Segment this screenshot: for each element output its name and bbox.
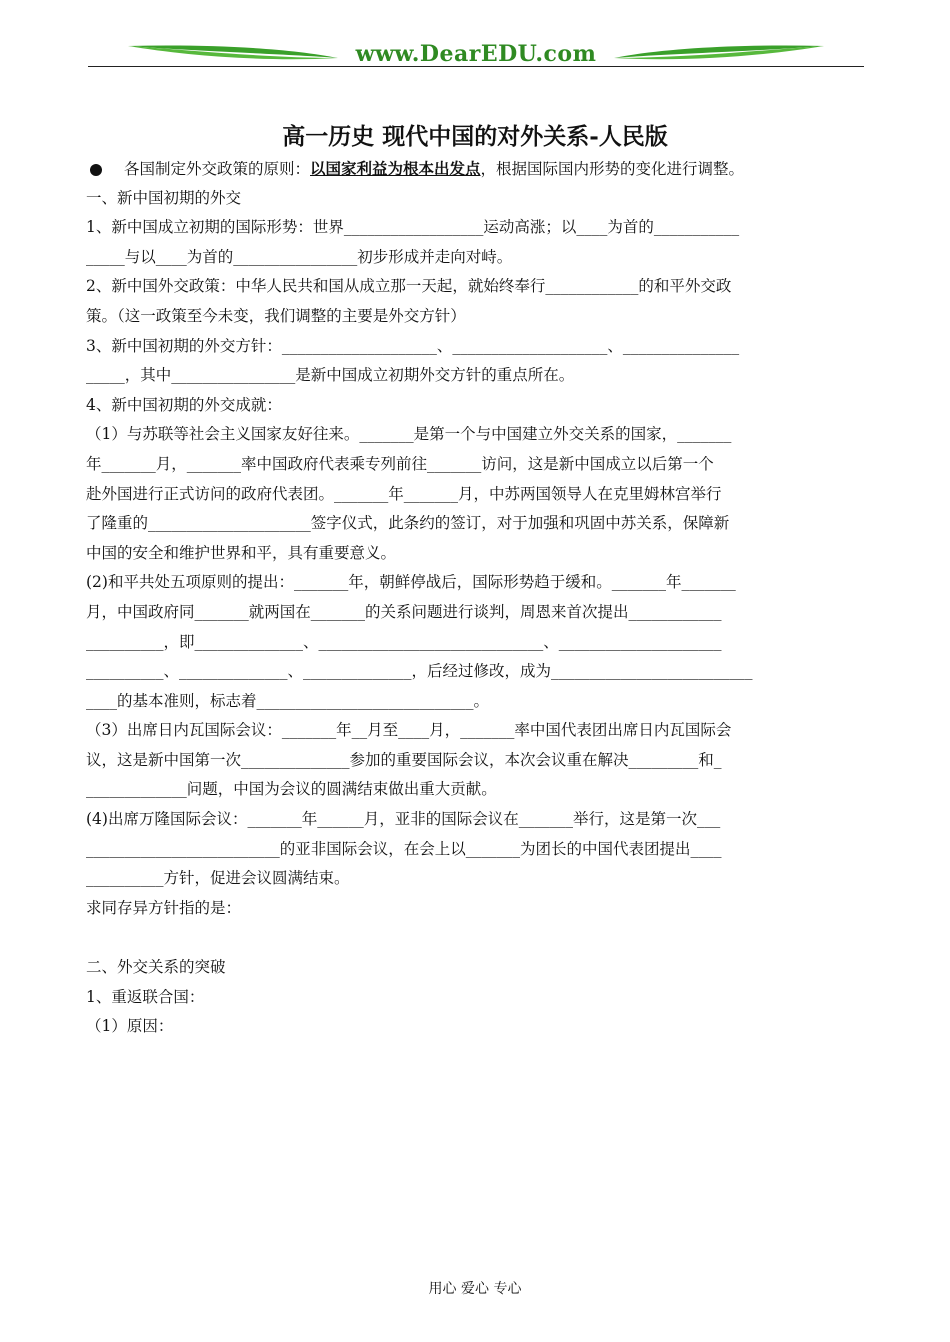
text-line: 策。（这一政策至今未变，我们调整的主要是外交方针） bbox=[86, 306, 466, 325]
text-line bbox=[86, 923, 866, 953]
text-lines bbox=[86, 184, 866, 1042]
text-line: 求同存异方针指的是： bbox=[86, 898, 242, 917]
text-line: （1）原因： bbox=[86, 1017, 174, 1036]
text-line: （3）出席日内瓦国际会议：_______年__月至____月，_______率中国代表团出席日内瓦国际会 bbox=[86, 721, 732, 740]
principle-bullet-line bbox=[86, 154, 866, 184]
text-line: 议，这是新中国第一次______________参加的重要国际会议，本次会议重在解决_________和_ bbox=[86, 750, 722, 769]
text-line: 一、新中国初期的外交 bbox=[86, 188, 242, 207]
principle-emphasis: 以国家利益为根本出发点 bbox=[310, 159, 481, 178]
text-line: 2、新中国外交政策：中华人民共和国从成立那一天起，就始终奉行____________的和平外交政 bbox=[86, 277, 732, 296]
text-line: (4)出席万隆国际会议：_______年______月，亚非的国际会议在_______举行，这是第一次___ bbox=[86, 810, 721, 829]
text-line: 中国的安全和维护世界和平，具有重要意义。 bbox=[86, 543, 397, 562]
text-line: 年_______月，_______率中国政府代表乘专列前往_______访问，这是新中国成立以后第一个 bbox=[86, 454, 714, 473]
text-line: 月，中国政府同_______就两国在_______的关系问题进行谈判，周恩来首次提出____________ bbox=[86, 602, 722, 621]
text-line: (2)和平共处五项原则的提出：_______年，朝鲜停战后，国际形势趋于缓和。_______年_______ bbox=[86, 573, 736, 592]
principle-pre: 各国制定外交政策的原则： bbox=[124, 160, 311, 178]
text-line: 二、外交关系的突破 bbox=[86, 958, 226, 977]
text-line: 了隆重的_____________________签字仪式，此条约的签订，对于加强和巩固中苏关系，保障新 bbox=[86, 514, 730, 533]
bullet-icon bbox=[90, 164, 102, 176]
text-line: _____，其中________________是新中国成立初期外交方针的重点所在。 bbox=[86, 366, 575, 385]
document-body bbox=[86, 154, 866, 1042]
text-line: __________方针，促进会议圆满结束。 bbox=[86, 869, 350, 888]
text-line: 1、新中国成立初期的国际形势：世界__________________运动高涨；以____为首的___________ bbox=[86, 218, 740, 237]
principle-post: ，根据国际国内形势的变化进行调整。 bbox=[480, 160, 745, 178]
text-line: 3、新中国初期的外交方针：____________________、____________________、_______________ bbox=[86, 336, 740, 355]
header-divider bbox=[88, 66, 864, 67]
page-footer: 用心 爱心 专心 bbox=[428, 1281, 522, 1297]
site-header bbox=[88, 36, 864, 70]
text-line: ____的基本准则，标志着____________________________。 bbox=[86, 691, 490, 710]
site-name[interactable]: www.DearEDU.com bbox=[355, 41, 597, 67]
text-line: （1）与苏联等社会主义国家友好往来。_______是第一个与中国建立外交关系的国家，_______ bbox=[86, 425, 732, 444]
text-line: __________，即______________、_____________________________、_____________________ bbox=[86, 632, 722, 651]
page-title: 高一历史 现代中国的对外关系-人民版 bbox=[282, 123, 668, 150]
text-line: _____与以____为首的________________初步形成并走向对峙。 bbox=[86, 247, 513, 266]
text-line: 1、重返联合国： bbox=[86, 987, 205, 1006]
text-line: _________________________的亚非国际会议，在会上以_______为团长的中国代表团提出____ bbox=[86, 839, 722, 858]
text-line: __________、______________、______________，后经过修改，成为__________________________ bbox=[86, 662, 753, 681]
text-line: _____________问题，中国为会议的圆满结束做出重大贡献。 bbox=[86, 780, 497, 799]
text-line: 4、新中国初期的外交成就： bbox=[86, 395, 282, 414]
text-line: 赴外国进行正式访问的政府代表团。_______年_______月，中苏两国领导人在克里姆林宫举行 bbox=[86, 484, 722, 503]
